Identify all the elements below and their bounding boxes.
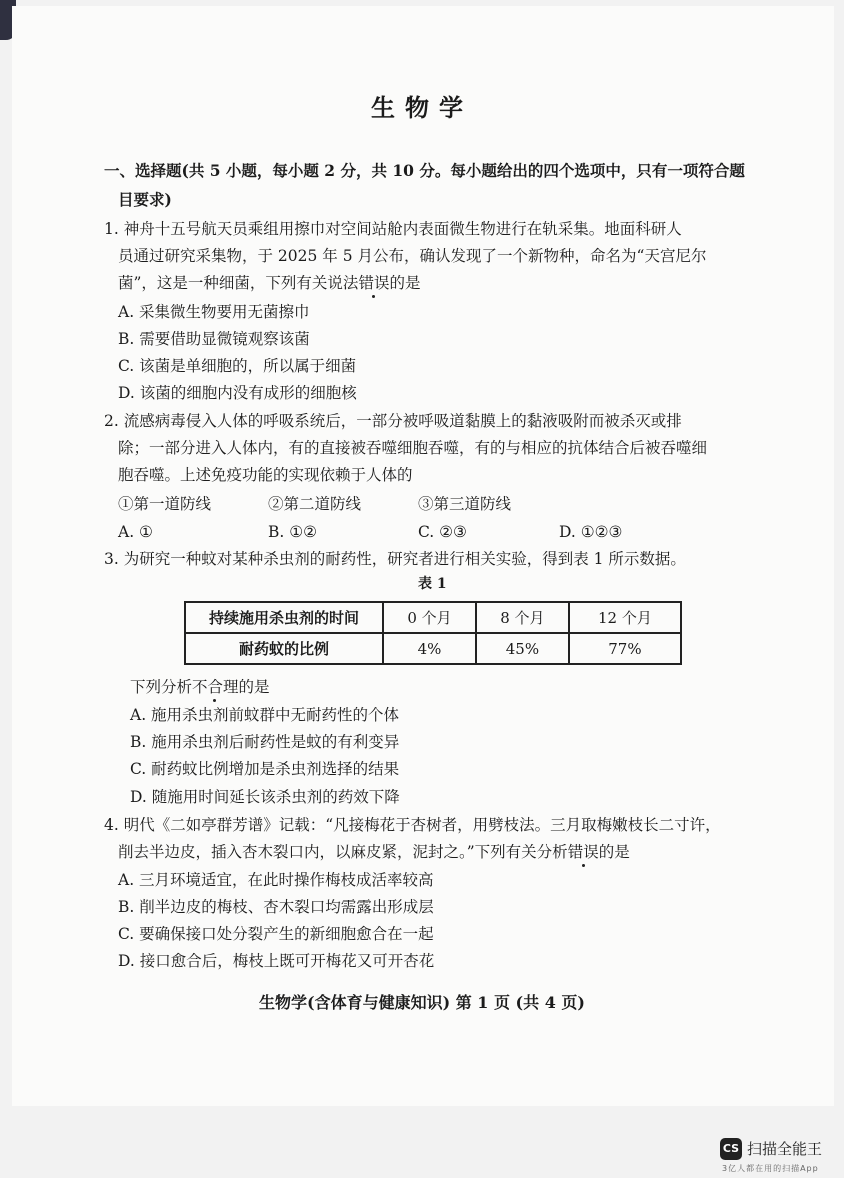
table-cell: 4% xyxy=(383,633,476,664)
q3-option-a: A. 施用杀虫剂前蚊群中无耐药性的个体 xyxy=(130,706,400,724)
table-row xyxy=(185,602,681,633)
page-title: 生物学 xyxy=(371,93,473,122)
q4-option-c: C. 要确保接口处分裂产生的新细胞愈合在一起 xyxy=(118,925,434,943)
watermark-name: 扫描全能王 xyxy=(747,1140,823,1158)
table-cell: 0 个月 xyxy=(383,602,476,633)
q2-option-b: B. ①② xyxy=(268,523,318,541)
table-cell: 8 个月 xyxy=(476,602,569,633)
q3-stem: 下列分析不合理的是 xyxy=(130,678,270,696)
q1-line: 员通过研究采集物，于 2025 年 5 月公布，确认发现了一个新物种，命名为“天宫尼尔 xyxy=(118,247,707,265)
q2-option-d: D. ①②③ xyxy=(559,523,623,541)
q1-option-b: B. 需要借助显微镜观察该菌 xyxy=(118,330,310,348)
q4-option-a: A. 三月环境适宜，在此时操作梅枝成活率较高 xyxy=(118,871,434,889)
q2-option-c: C. ②③ xyxy=(418,523,467,541)
q2-item-1: ①第一道防线 xyxy=(118,495,212,513)
watermark-tagline: 3亿人都在用的扫描App xyxy=(722,1164,819,1173)
q1-emphasis: 错误 xyxy=(358,274,390,292)
section-heading: 一、选择题(共 5 小题，每小题 2 分，共 10 分。每小题给出的四个选项中，只有一项符合题 xyxy=(104,161,745,180)
q4-option-d: D. 接口愈合后，梅枝上既可开梅花又可开杏花 xyxy=(118,952,435,970)
q2-item-2: ②第二道防线 xyxy=(268,495,362,513)
q3-line: 3. 为研究一种蚊对某种杀虫剂的耐药性，研究者进行相关实验，得到表 1 所示数据。 xyxy=(104,550,686,568)
q1-option-d: D. 该菌的细胞内没有成形的细胞核 xyxy=(118,384,357,402)
table-cell: 12 个月 xyxy=(569,602,681,633)
page-footer: 生物学(含体育与健康知识) 第 1 页 (共 4 页) xyxy=(259,993,585,1012)
q3-emphasis: 不合理 xyxy=(192,678,239,696)
q2-option-a: A. ① xyxy=(118,523,153,541)
table-cell: 持续施用杀虫剂的时间 xyxy=(185,602,383,633)
q2-line: 2. 流感病毒侵入人体的呼吸系统后，一部分被呼吸道黏膜上的黏液吸附而被杀灭或排 xyxy=(104,412,682,430)
q4-emphasis: 错误 xyxy=(567,843,599,861)
q2-item-3: ③第三道防线 xyxy=(418,495,512,513)
q4-option-b: B. 削半边皮的梅枝、杏木裂口均需露出形成层 xyxy=(118,898,434,916)
data-table xyxy=(184,601,682,665)
q2-line: 胞吞噬。上述免疫功能的实现依赖于人体的 xyxy=(118,466,413,484)
table-cell: 45% xyxy=(476,633,569,664)
table-row xyxy=(185,633,681,664)
q1-option-c: C. 该菌是单细胞的，所以属于细菌 xyxy=(118,357,357,375)
q2-line: 除；一部分进入人体内，有的直接被吞噬细胞吞噬，有的与相应的抗体结合后被吞噬细 xyxy=(118,439,708,457)
q4-stem: 削去半边皮，插入杏木裂口内，以麻皮紧，泥封之。”下列有关分析错误的是 xyxy=(118,843,630,861)
q4-line: 4. 明代《二如亭群芳谱》记载：“凡接梅花于杏树者，用劈枝法。三月取梅嫩枝长二寸许， xyxy=(104,816,721,834)
q3-option-d: D. 随施用时间延长该杀虫剂的药效下降 xyxy=(130,788,400,806)
table-cell: 耐药蚊的比例 xyxy=(185,633,383,664)
q3-option-c: C. 耐药蚊比例增加是杀虫剂选择的结果 xyxy=(130,760,400,778)
q1-stem: 菌”，这是一种细菌，下列有关说法错误的是 xyxy=(118,274,421,292)
section-heading-cont: 目要求) xyxy=(118,190,172,209)
table-caption: 表 1 xyxy=(418,576,447,592)
table-cell: 77% xyxy=(569,633,681,664)
camscanner-logo-icon: CS xyxy=(720,1138,742,1160)
q3-option-b: B. 施用杀虫剂后耐药性是蚊的有利变异 xyxy=(130,733,400,751)
q1-line: 1. 神舟十五号航天员乘组用擦巾对空间站舱内表面微生物进行在轨采集。地面科研人 xyxy=(104,220,682,238)
q1-option-a: A. 采集微生物要用无菌擦巾 xyxy=(118,303,310,321)
